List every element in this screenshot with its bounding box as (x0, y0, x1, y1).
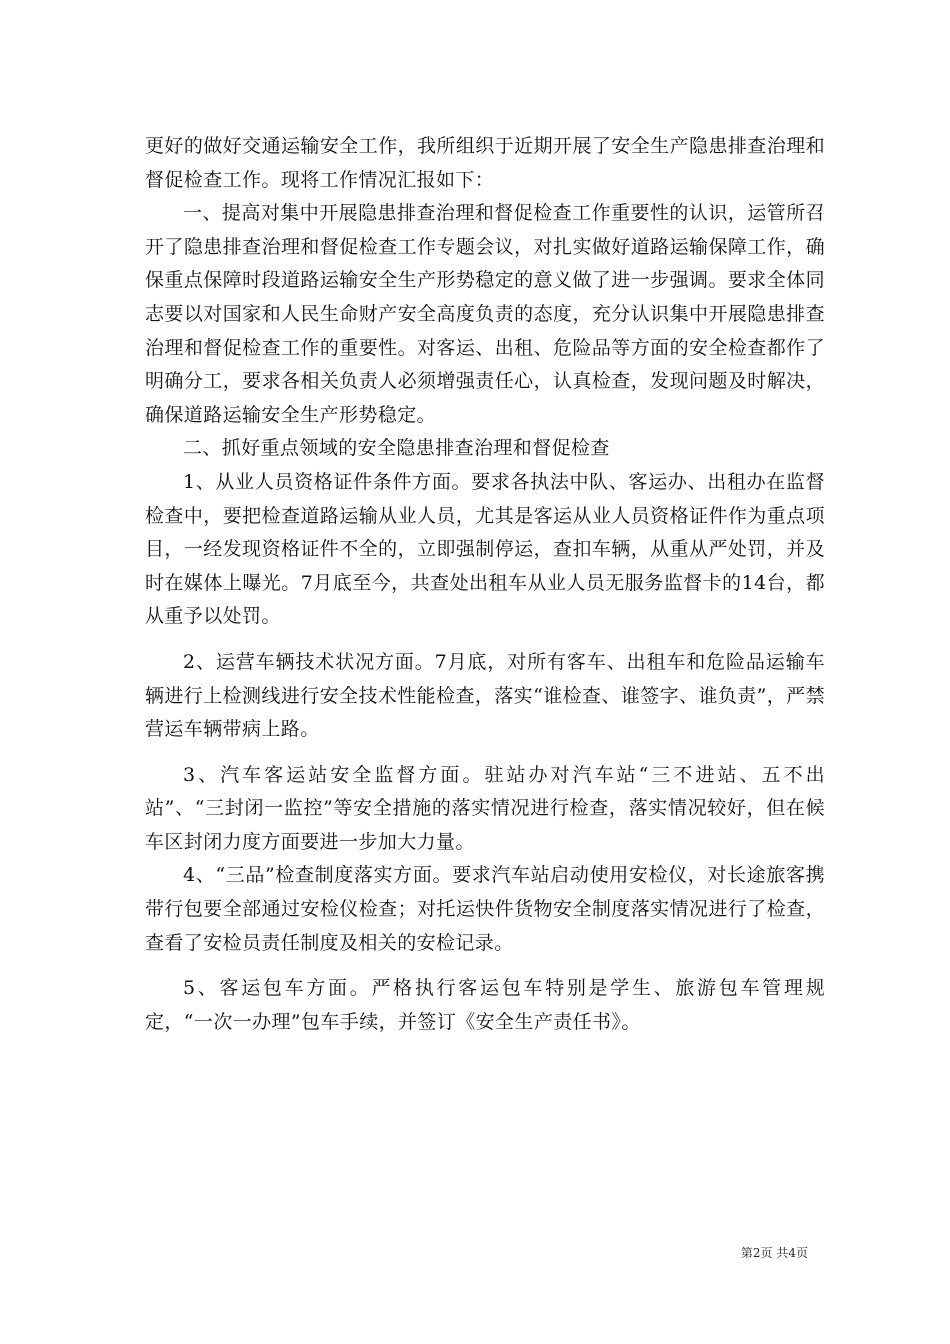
paragraph-item-2: 2、运营车辆技术状况方面。7月底，对所有客车、出租车和危险品运输车辆进行上检测线进行安全技术性能检查，落实“谁检查、谁签字、谁负责”，严禁营运车辆带病上路。 (145, 650, 825, 741)
page-number: 第2页 共4页 (740, 1246, 808, 1260)
document-body (145, 130, 825, 1039)
paragraph-item-5: 5、客运包车方面。严格执行客运包车特别是学生、旅游包车管理规定，“一次一办理”包车手续，并签订《安全生产责任书》。 (145, 977, 825, 1033)
paragraph-intro-continuation: 更好的做好交通运输安全工作，我所组织于近期开展了安全生产隐患排查治理和督促检查工作。现将工作情况汇报如下： (145, 135, 825, 191)
paragraph-item-1: 1、从业人员资格证件条件方面。要求各执法中队、客运办、出租办在监督检查中，要把检查道路运输从业人员，尤其是客运从业人员资格证件作为重点项目，一经发现资格证件不全的，立即强制停运，查扣车辆，从重从严处罚，并及时在媒体上曝光。7月底至今，共查处出租车从业人员无服务监督卡的14台，都从重予以处罚。 (145, 470, 825, 628)
paragraph-item-4: 4、“三品”检查制度落实方面。要求汽车站启动使用安检仪，对长途旅客携带行包要全部通过安检仪检查；对托运快件货物安全制度落实情况进行了检查，查看了安检员责任制度及相关的安检记录。 (145, 864, 825, 954)
paragraph-item-3: 3、汽车客运站安全监督方面。驻站办对汽车站“三不进站、五不出站”、“三封闭一监控”等安全措施的落实情况进行检查，落实情况较好，但在候车区封闭力度方面要进一步加大力量。 (145, 763, 825, 853)
paragraph-section-one: 一、提高对集中开展隐患排查治理和督促检查工作重要性的认识，运管所召开了隐患排查治理和督促检查工作专题会议，对扎实做好道路运输保障工作，确保重点保障时段道路运输安全生产形势稳定的意义做了进一步强调。要求全体同志要以对国家和人民生命财产安全高度负责的态度，充分认识集中开展隐患排查治理和督促检查工作的重要性。对客运、出租、危险品等方面的安全检查都作了明确分工，要求各相关负责人必须增强责任心，认真检查，发现问题及时解决，确保道路运输安全生产形势稳定。 (145, 202, 825, 426)
paragraph-section-two-heading: 二、抓好重点领域的安全隐患排查治理和督促检查 (183, 437, 610, 460)
